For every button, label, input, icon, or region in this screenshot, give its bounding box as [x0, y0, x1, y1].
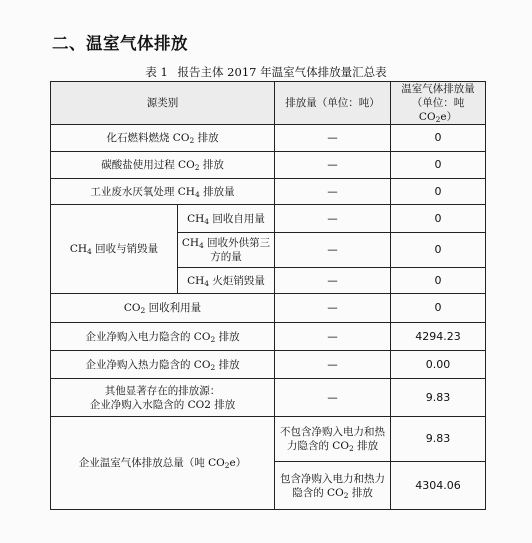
- row-label: $CH_4$ 回收外供第三方的量: [178, 233, 275, 268]
- row-label: 企业净购入电力隐含的 $CO_2$ 排放: [51, 323, 275, 351]
- row-ghg: 0.00: [391, 351, 486, 379]
- row-label-other: [51, 379, 275, 417]
- row-amount: —: [275, 125, 391, 152]
- header-emission-amount: 排放量（单位：吨）: [275, 82, 391, 125]
- row-label: $CH_4$ 火炬销毁量: [178, 268, 275, 294]
- row-label: 企业净购入热力隐含的 $CO_2$ 排放: [51, 351, 275, 379]
- total-group-label: 企业温室气体排放总量（吨 $CO_2e$）: [51, 417, 275, 510]
- row-amount: —: [275, 294, 391, 323]
- row-label-line: 其他显著存在的排放源：: [104, 384, 221, 397]
- table-row: [51, 323, 486, 351]
- row-ghg: 0: [391, 125, 486, 152]
- row-ghg: 0: [391, 152, 486, 179]
- row-label: $CH_4$ 回收自用量: [178, 205, 275, 233]
- table-caption: [0, 64, 532, 80]
- header-ghg-amount: 温室气体排放量（单位：吨 $CO_2e$）: [391, 82, 486, 125]
- emission-summary-table: [50, 81, 486, 510]
- table-row: [51, 379, 486, 417]
- table-row: [51, 351, 486, 379]
- table-row: [51, 294, 486, 323]
- table-header-row: [51, 82, 486, 125]
- table-row: [51, 125, 486, 152]
- row-label: $CO_2$ 回收利用量: [51, 294, 275, 323]
- row-label: 碳酸盐使用过程 $CO_2$ 排放: [51, 152, 275, 179]
- row-label: 化石燃料燃烧 $CO_2$ 排放: [51, 125, 275, 152]
- row-ghg: 0: [391, 179, 486, 205]
- caption-label: 表 1: [145, 65, 168, 79]
- caption-text: 报告主体 2017 年温室气体排放量汇总表: [177, 65, 387, 79]
- row-ghg: 0: [391, 268, 486, 294]
- row-amount: —: [275, 233, 391, 268]
- row-amount: —: [275, 179, 391, 205]
- header-source-category: 源类别: [51, 82, 275, 125]
- row-label: 包含净购入电力和热力隐含的 $CO_2$ 排放: [275, 462, 391, 510]
- section-title: 二、温室气体排放: [52, 34, 188, 53]
- table-row: [51, 179, 486, 205]
- row-ghg: 9.83: [391, 417, 486, 462]
- row-label-line: 企业净购入水隐含的 CO2 排放: [89, 398, 236, 411]
- row-amount: —: [275, 268, 391, 294]
- row-amount: —: [275, 205, 391, 233]
- row-label: 不包含净购入电力和热力隐含的 $CO_2$ 排放: [275, 417, 391, 462]
- row-amount: —: [275, 152, 391, 179]
- table-row: [51, 152, 486, 179]
- row-ghg: 0: [391, 205, 486, 233]
- row-ghg: 4294.23: [391, 323, 486, 351]
- row-amount: —: [275, 351, 391, 379]
- row-ghg: 0: [391, 233, 486, 268]
- table-row: [51, 205, 486, 233]
- row-label: 工业废水厌氧处理 $CH_4$ 排放量: [51, 179, 275, 205]
- row-ghg: 9.83: [391, 379, 486, 417]
- table-row: [51, 417, 486, 462]
- row-amount: —: [275, 379, 391, 417]
- ch4-group-label: $CH_4$ 回收与销毁量: [51, 205, 178, 294]
- row-ghg: 4304.06: [391, 462, 486, 510]
- row-amount: —: [275, 323, 391, 351]
- row-ghg: 0: [391, 294, 486, 323]
